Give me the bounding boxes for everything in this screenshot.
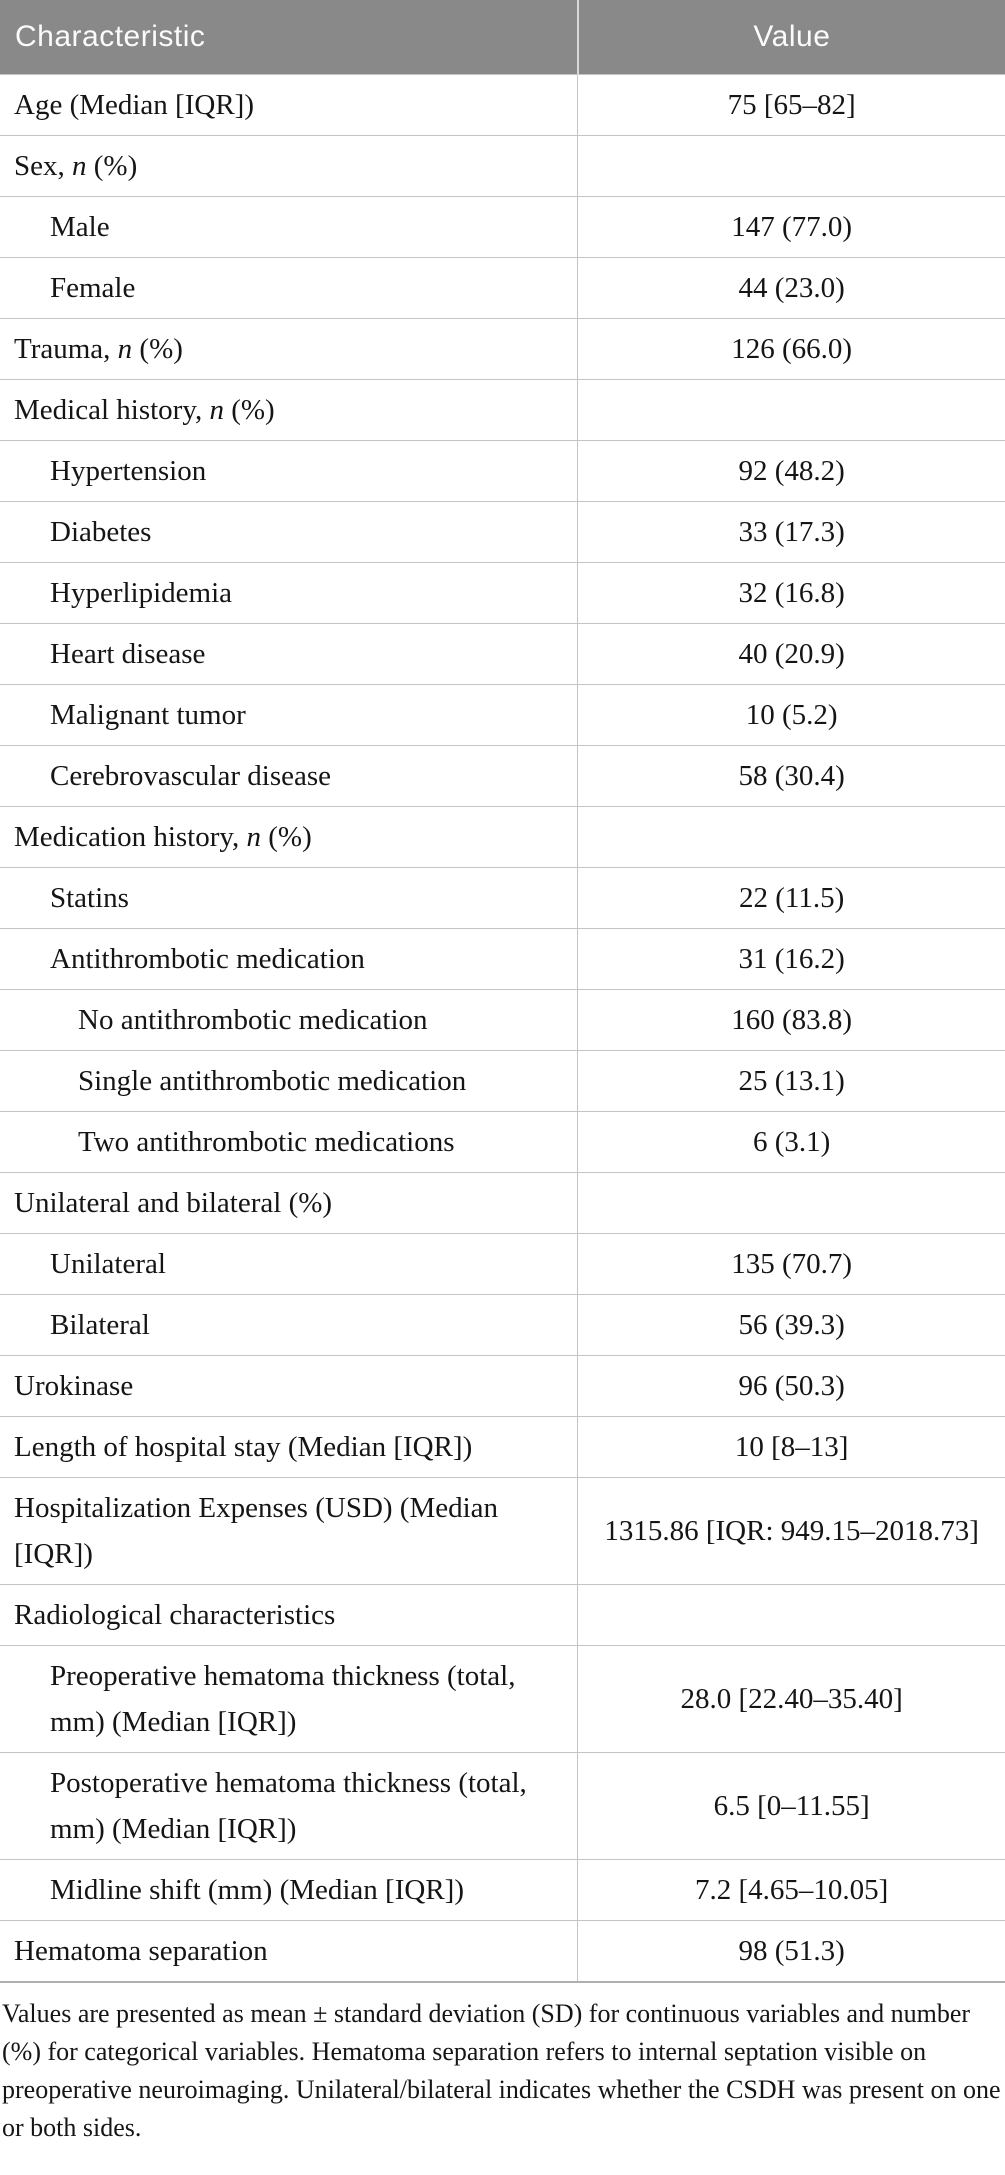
table-row xyxy=(0,1478,1005,1585)
row-label-segment: Malignant tumor xyxy=(50,699,246,731)
row-value: 160 (83.8) xyxy=(578,990,1005,1051)
row-label-segment: Antithrombotic medication xyxy=(50,943,365,975)
row-label xyxy=(0,685,578,746)
row-label-segment: Length of hospital stay (Median [IQR]) xyxy=(14,1431,473,1463)
row-label-segment: Unilateral xyxy=(50,1248,166,1280)
row-label-italic-segment: n xyxy=(246,821,261,853)
table-row xyxy=(0,502,1005,563)
row-label-segment: Age (Median [IQR]) xyxy=(14,89,254,121)
table-row xyxy=(0,929,1005,990)
table-row xyxy=(0,1646,1005,1753)
table-row xyxy=(0,1417,1005,1478)
row-value xyxy=(578,1585,1005,1646)
row-label-segment: Hospitalization Expenses (USD) (Median [IQR]) xyxy=(14,1492,499,1570)
row-label xyxy=(0,929,578,990)
table-row xyxy=(0,1860,1005,1921)
table-row xyxy=(0,258,1005,319)
row-label-segment: Hyperlipidemia xyxy=(50,577,233,609)
row-label-segment: Unilateral and bilateral (%) xyxy=(14,1187,333,1219)
row-label-segment: Hematoma separation xyxy=(14,1935,268,1967)
row-value: 40 (20.9) xyxy=(578,624,1005,685)
row-label xyxy=(0,624,578,685)
table-row xyxy=(0,1295,1005,1356)
row-label-segment: (%) xyxy=(223,394,275,426)
row-label-segment: Statins xyxy=(50,882,129,914)
column-header-value: Value xyxy=(578,0,1005,75)
row-label xyxy=(0,136,578,197)
table-row xyxy=(0,1112,1005,1173)
row-label-italic-segment: n xyxy=(72,150,87,182)
row-label xyxy=(0,1753,578,1860)
table-row xyxy=(0,685,1005,746)
row-label xyxy=(0,258,578,319)
row-label-segment: Two antithrombotic medications xyxy=(78,1126,455,1158)
row-value: 1315.86 [IQR: 949.15–2018.73] xyxy=(578,1478,1005,1585)
row-value: 56 (39.3) xyxy=(578,1295,1005,1356)
table-row xyxy=(0,807,1005,868)
row-label-segment: Medical history, xyxy=(14,394,210,426)
row-value: 7.2 [4.65–10.05] xyxy=(578,1860,1005,1921)
row-label-segment: Heart disease xyxy=(50,638,206,670)
row-value: 126 (66.0) xyxy=(578,319,1005,380)
row-value: 147 (77.0) xyxy=(578,197,1005,258)
column-header-characteristic: Characteristic xyxy=(0,0,578,75)
row-label xyxy=(0,1295,578,1356)
table-body xyxy=(0,75,1005,1983)
row-label xyxy=(0,1112,578,1173)
row-value: 6 (3.1) xyxy=(578,1112,1005,1173)
row-label-segment: (%) xyxy=(86,150,138,182)
row-label xyxy=(0,1417,578,1478)
row-label-segment: Postoperative hematoma thickness (total, mm) (Median [IQR]) xyxy=(50,1767,527,1845)
row-label-segment: Cerebrovascular disease xyxy=(50,760,332,792)
row-label-italic-segment: n xyxy=(117,333,133,365)
row-label-segment: Hypertension xyxy=(50,455,207,487)
table-row xyxy=(0,197,1005,258)
row-label xyxy=(0,1234,578,1295)
row-label xyxy=(0,868,578,929)
table-header xyxy=(0,0,1005,75)
row-value: 32 (16.8) xyxy=(578,563,1005,624)
row-value: 31 (16.2) xyxy=(578,929,1005,990)
row-label xyxy=(0,1478,578,1585)
row-label-segment: Male xyxy=(50,211,110,243)
row-value: 10 [8–13] xyxy=(578,1417,1005,1478)
row-label xyxy=(0,380,578,441)
row-value: 98 (51.3) xyxy=(578,1921,1005,1983)
table-row xyxy=(0,1356,1005,1417)
row-label xyxy=(0,319,578,380)
row-label xyxy=(0,1051,578,1112)
table-row xyxy=(0,624,1005,685)
row-value xyxy=(578,807,1005,868)
row-label xyxy=(0,1356,578,1417)
row-label-segment: Medication history, xyxy=(14,821,247,853)
row-value: 44 (23.0) xyxy=(578,258,1005,319)
row-label-segment: Radiological characteristics xyxy=(14,1599,336,1631)
row-label xyxy=(0,1860,578,1921)
table-row xyxy=(0,563,1005,624)
row-value xyxy=(578,136,1005,197)
row-label xyxy=(0,1585,578,1646)
table-footnote: Values are presented as mean ± standard deviation (SD) for continuous variables and number (%) for categorical variables. Hematoma separation refers to internal septation visible on preoperative neuroimaging. Unilateral/bilateral indicates whether the CSDH was present on one or both sides. xyxy=(2,1999,1001,2142)
header-row xyxy=(0,0,1005,75)
row-label-italic-segment: n xyxy=(209,394,224,426)
row-value: 33 (17.3) xyxy=(578,502,1005,563)
row-value xyxy=(578,380,1005,441)
table-row xyxy=(0,1585,1005,1646)
row-label-segment: (%) xyxy=(261,821,312,853)
row-label-segment: Preoperative hematoma thickness (total, mm) (Median [IQR]) xyxy=(50,1660,516,1738)
row-label-segment: (%) xyxy=(132,333,183,365)
row-label xyxy=(0,1921,578,1983)
row-value: 28.0 [22.40–35.40] xyxy=(578,1646,1005,1753)
row-value: 75 [65–82] xyxy=(578,75,1005,136)
row-value: 10 (5.2) xyxy=(578,685,1005,746)
row-value xyxy=(578,1173,1005,1234)
table-row xyxy=(0,441,1005,502)
table-row xyxy=(0,868,1005,929)
row-label xyxy=(0,1173,578,1234)
row-label xyxy=(0,746,578,807)
table-row xyxy=(0,746,1005,807)
row-value: 135 (70.7) xyxy=(578,1234,1005,1295)
row-label xyxy=(0,197,578,258)
row-value: 25 (13.1) xyxy=(578,1051,1005,1112)
table-row xyxy=(0,136,1005,197)
row-label xyxy=(0,75,578,136)
table-row xyxy=(0,1051,1005,1112)
row-label xyxy=(0,502,578,563)
row-value: 96 (50.3) xyxy=(578,1356,1005,1417)
table-row xyxy=(0,1753,1005,1860)
row-value: 22 (11.5) xyxy=(578,868,1005,929)
row-label-segment: Single antithrombotic medication xyxy=(78,1065,467,1097)
table-row xyxy=(0,380,1005,441)
table-row xyxy=(0,75,1005,136)
row-label xyxy=(0,990,578,1051)
row-value: 92 (48.2) xyxy=(578,441,1005,502)
row-label xyxy=(0,441,578,502)
row-label-segment: Bilateral xyxy=(50,1309,150,1341)
row-value: 58 (30.4) xyxy=(578,746,1005,807)
row-label-segment: Midline shift (mm) (Median [IQR]) xyxy=(50,1874,464,1906)
row-label-segment: Diabetes xyxy=(50,516,152,548)
row-label-segment: Sex, xyxy=(14,150,72,182)
table-row xyxy=(0,1234,1005,1295)
row-label xyxy=(0,563,578,624)
row-value: 6.5 [0–11.55] xyxy=(578,1753,1005,1860)
row-label xyxy=(0,807,578,868)
table-row xyxy=(0,1921,1005,1983)
row-label-segment: Trauma, xyxy=(14,333,118,365)
row-label xyxy=(0,1646,578,1753)
row-label-segment: Female xyxy=(50,272,136,304)
table-row xyxy=(0,1173,1005,1234)
table-row xyxy=(0,990,1005,1051)
row-label-segment: No antithrombotic medication xyxy=(78,1004,428,1036)
table-row xyxy=(0,319,1005,380)
row-label-segment: Urokinase xyxy=(14,1370,134,1402)
